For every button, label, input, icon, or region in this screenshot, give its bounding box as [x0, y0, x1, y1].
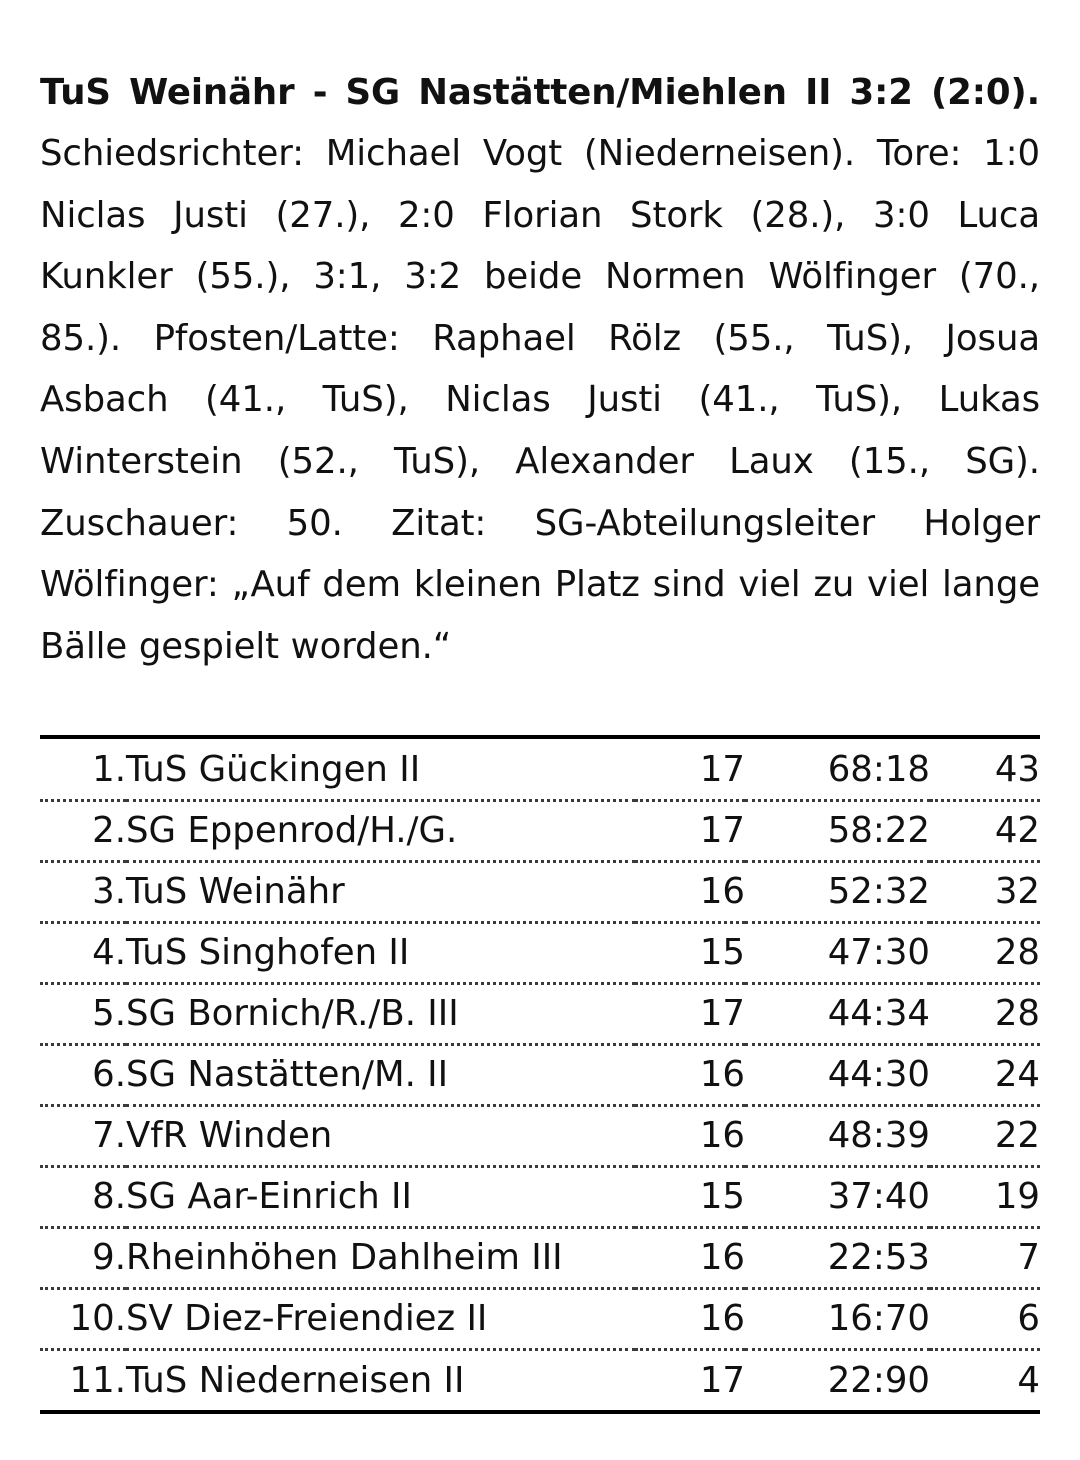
match-report-paragraph	[40, 62, 1040, 678]
row-team: SG Aar-Einrich II	[126, 1166, 635, 1227]
row-position: 2.	[40, 800, 126, 861]
row-games: 15	[635, 922, 745, 983]
table-row	[40, 1105, 1040, 1166]
row-position: 11.	[69, 1360, 126, 1402]
row-points: 19	[930, 1166, 1040, 1227]
table-row	[40, 800, 1040, 861]
row-games: 17	[635, 983, 745, 1044]
table-row	[40, 983, 1040, 1044]
table-row	[40, 1166, 1040, 1227]
row-position: 7.	[40, 1105, 126, 1166]
row-goals: 37:40	[745, 1166, 930, 1227]
row-team: TuS Weinähr	[126, 861, 635, 922]
row-position: 9.	[40, 1227, 126, 1288]
row-games: 16	[635, 1044, 745, 1105]
table-bottom-rule	[40, 1410, 1040, 1414]
table-row	[40, 1227, 1040, 1288]
row-games: 17	[699, 1360, 745, 1402]
row-games: 17	[635, 800, 745, 861]
row-goals: 16:70	[745, 1288, 930, 1349]
table-row	[40, 1288, 1040, 1349]
row-games: 16	[635, 1105, 745, 1166]
row-games: 15	[635, 1166, 745, 1227]
row-games: 16	[635, 1288, 745, 1349]
row-team: SG Bornich/R./B. III	[126, 983, 635, 1044]
row-points: 22	[930, 1105, 1040, 1166]
row-position: 5.	[40, 983, 126, 1044]
row-goals: 44:34	[745, 983, 930, 1044]
row-games: 16	[635, 1227, 745, 1288]
row-points: 24	[930, 1044, 1040, 1105]
row-team: SG Nastätten/M. II	[126, 1044, 635, 1105]
row-points: 4	[1017, 1360, 1040, 1402]
row-games: 17	[635, 739, 745, 800]
row-position: 6.	[40, 1044, 126, 1105]
row-goals: 22:90	[827, 1360, 930, 1402]
table-row	[40, 1349, 1040, 1410]
table-row	[40, 861, 1040, 922]
row-position: 3.	[40, 861, 126, 922]
row-points: 28	[930, 922, 1040, 983]
row-points: 42	[930, 800, 1040, 861]
row-team: SV Diez-Freiendiez II	[126, 1288, 635, 1349]
row-team: TuS Gückingen II	[126, 739, 635, 800]
row-team: TuS Singhofen II	[126, 922, 635, 983]
row-team: VfR Winden	[126, 1105, 635, 1166]
row-points: 32	[930, 861, 1040, 922]
row-games: 16	[635, 861, 745, 922]
table-row	[40, 1044, 1040, 1105]
row-goals: 47:30	[745, 922, 930, 983]
row-position: 8.	[40, 1166, 126, 1227]
row-goals: 68:18	[745, 739, 930, 800]
row-position: 4.	[40, 922, 126, 983]
table-row	[40, 922, 1040, 983]
match-report-headline: TuS Weinähr - SG Nastätten/Miehlen II 3:2 (2:0).	[40, 71, 1040, 113]
row-goals: 44:30	[745, 1044, 930, 1105]
match-report-body: Schiedsrichter: Michael Vogt (Niederneisen). Tore: 1:0 Niclas Justi (27.), 2:0 Florian Stork (28.), 3:0 Luca Kunkler (55.), 3:1, 3:2 beide Normen Wölfinger (70., 85.). Pfosten/Latte: Raphael Rölz (55., TuS), Josua Asbach (41., TuS), Niclas Justi (41., TuS), Lukas Winterstein (52., TuS), Alexander Laux (15., SG). Zuschauer: 50. Zitat: SG-Abteilungsleiter Holger Wölfinger: „Auf dem kleinen Platz sind viel zu viel lange Bälle gespielt worden.“	[40, 133, 1040, 667]
row-goals: 52:32	[745, 861, 930, 922]
row-points: 43	[930, 739, 1040, 800]
row-position: 1.	[40, 739, 126, 800]
row-team: SG Eppenrod/H./G.	[126, 800, 635, 861]
table-row	[40, 739, 1040, 800]
row-goals: 22:53	[745, 1227, 930, 1288]
row-points: 7	[930, 1227, 1040, 1288]
standings-rows	[40, 739, 1040, 1410]
row-points: 6	[930, 1288, 1040, 1349]
row-points: 28	[930, 983, 1040, 1044]
row-goals: 58:22	[745, 800, 930, 861]
row-goals: 48:39	[745, 1105, 930, 1166]
row-position: 10.	[40, 1288, 126, 1349]
row-team: Rheinhöhen Dahlheim III	[126, 1227, 635, 1288]
standings-table	[40, 735, 1040, 1414]
row-team: TuS Niederneisen II	[126, 1360, 465, 1402]
